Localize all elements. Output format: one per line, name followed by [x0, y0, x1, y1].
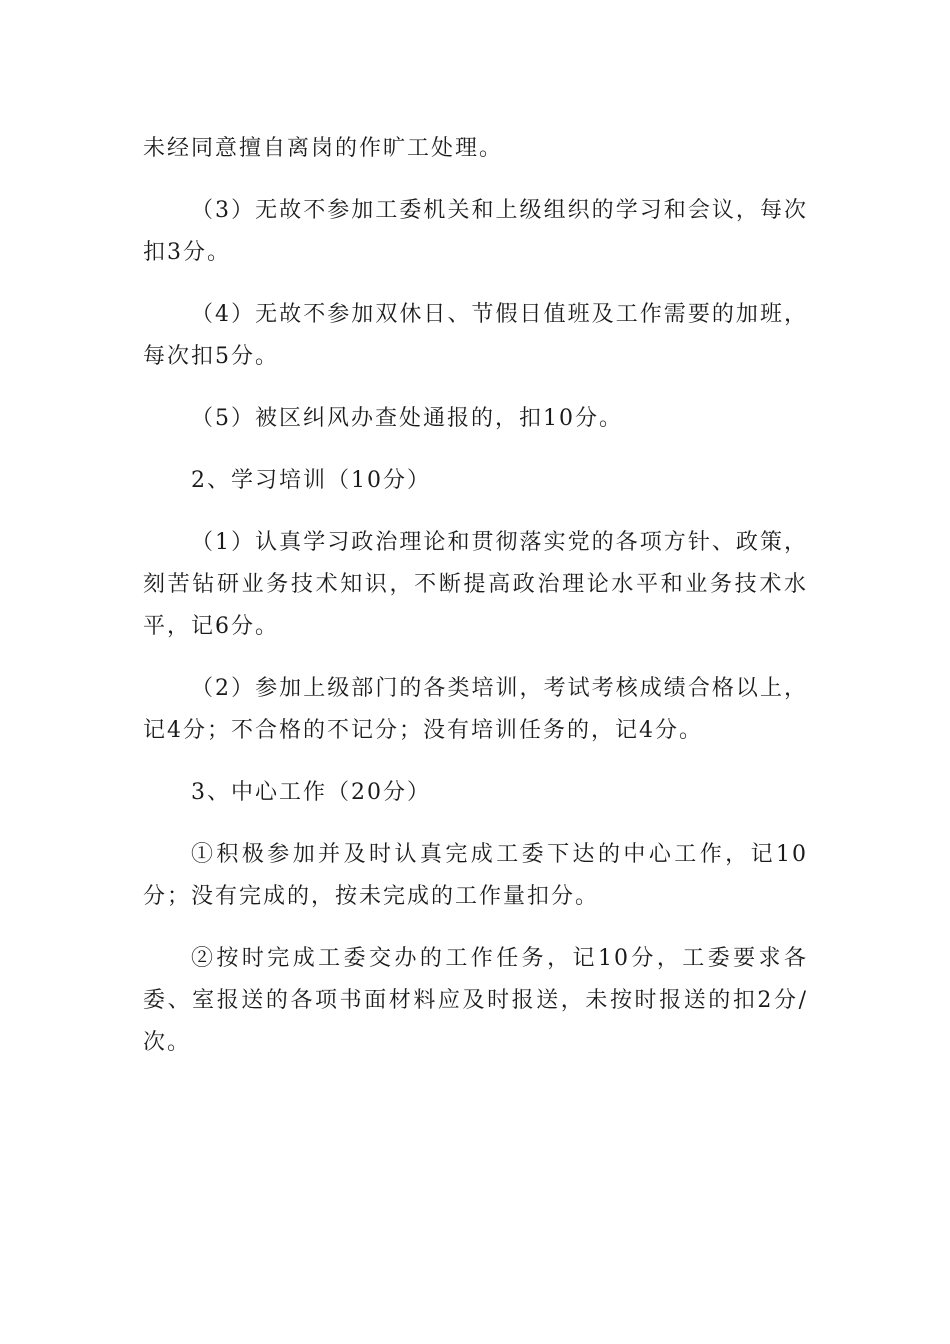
section-heading-central-work: 3、中心工作（20分） [191, 780, 431, 805]
paragraph-rule-5: （5）被区纠风办查处通报的，扣10分。 [191, 406, 623, 431]
section-heading-study-training: 2、学习培训（10分） [191, 468, 431, 493]
paragraph-absence-continued: 未经同意擅自离岗的作旷工处理。 [143, 136, 504, 161]
paragraph-rule-4: （4）无故不参加双休日、节假日值班及工作需要的加班，每次扣5分。 [143, 302, 808, 369]
paragraph-study-1: （1）认真学习政治理论和贯彻落实党的各项方针、政策，刻苦钻研业务技术知识，不断提高政治理论水平和业务技术水平，记6分。 [143, 530, 808, 639]
paragraph-central-work-1: ①积极参加并及时认真完成工委下达的中心工作，记10分；没有完成的，按未完成的工作量扣分。 [143, 842, 808, 909]
document-body [143, 128, 808, 1084]
paragraph-study-2: （2）参加上级部门的各类培训，考试考核成绩合格以上，记4分；不合格的不记分；没有培训任务的，记4分。 [143, 676, 808, 743]
paragraph-central-work-2: ②按时完成工委交办的工作任务，记10分，工委要求各委、室报送的各项书面材料应及时报送，未按时报送的扣2分/次。 [143, 946, 808, 1055]
paragraph-rule-3: （3）无故不参加工委机关和上级组织的学习和会议，每次扣3分。 [143, 198, 808, 265]
